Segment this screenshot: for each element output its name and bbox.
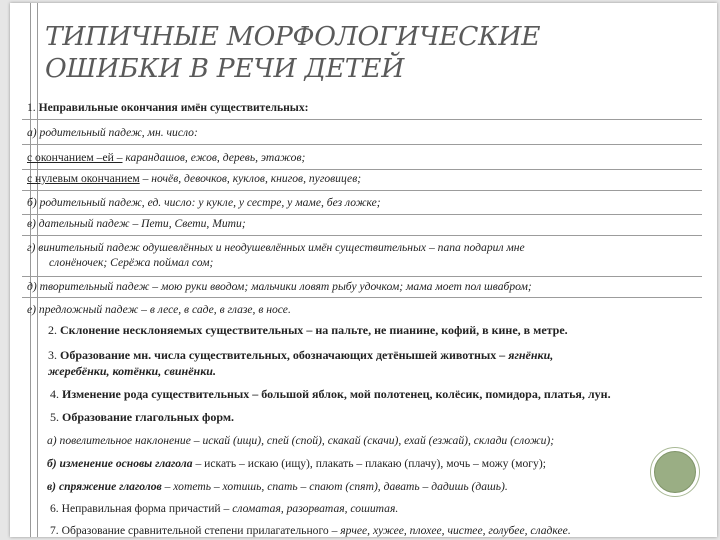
item-3-head: Образование мн. числа существительных, обозначающих детёнышей животных [60,348,497,362]
item-5c [47,479,717,494]
separator [22,276,702,277]
item-5c-examples: – хотеть – хотишь, спать – спают (спят), давать – дадишь (дашь). [161,480,508,493]
separator [22,190,702,191]
item-5-head: Образование глагольных форм. [62,410,234,424]
item-1d-label: г) винительный падеж одушевлённых и неодушевлённых имён существительных [27,241,427,254]
item-4-number: 4. [50,387,62,401]
decorative-circle [654,451,696,493]
item-7 [50,523,717,537]
item-4-examples: – большой яблок, мой полотенец, колёсик, помидора, платья, лун. [249,387,611,401]
item-7-examples: – ярчее, хужее, плохее, чистее, голубее, сладкее. [328,524,571,537]
slide-title [45,21,605,85]
item-1b-examples: у кукле, у сестре, у маме, без ложке; [195,196,381,209]
item-2-number: 2. [48,323,60,337]
item-2-examples: – на пальте, не пианине, кофий, в кине, в метре. [303,323,568,337]
item-5a [47,433,717,448]
item-7-head: Образование сравнительной степени прилагательного [61,524,329,537]
item-1e-examples: – мою руки вводом; мальчики ловят рыбу удочком; мама моет пол швабром; [149,280,532,293]
item-1d-examples-1: – папа подарил мне [426,241,525,254]
separator [22,144,702,145]
decorative-vertical-line [30,3,38,537]
item-4-head: Изменение рода существительных [62,387,250,401]
item-1-number: 1. [27,101,39,114]
item-6 [50,501,717,516]
item-1f-label: е) предложный падеж [27,303,139,316]
title-line-1: ТИПИЧНЫЕ МОРФОЛОГИЧЕСКИЕ [45,21,541,52]
item-3-examples-1: – ягнёнки, [496,348,554,362]
item-5b-examples: – искать – искаю (ищу), плакать – плакаю (плачу), мочь – можу (могу); [192,457,546,470]
item-1f-examples: – в лесе, в саде, в глазе, в носе. [138,303,291,316]
item-2-head: Склонение несклоняемых существительных [60,323,304,337]
item-5a-examples: – искай (ищи), спей (спой), скакай (скачи), ехай (езжай), склади (сложи); [190,434,555,447]
separator [22,119,702,120]
item-1a-1-prefix: с окончанием –ей – [27,151,123,164]
separator [22,169,702,170]
item-1f [27,302,707,317]
item-1d [27,240,707,270]
item-1a-2-examples: – ночёв, девочков, куклов, книгов, пуговицев; [139,172,362,185]
item-1-head: Неправильные окончания имён существительных: [38,101,309,114]
item-6-number: 6. [50,502,62,515]
item-6-examples: – сломатая, разорватая, сошитая. [220,502,399,515]
item-1d-examples-2: слонёночек; Серёжа поймал сом; [49,256,214,269]
item-1b [27,195,707,210]
item-3 [48,348,717,363]
item-3-cont [48,364,717,379]
item-1e [27,279,707,294]
item-5 [50,410,717,425]
item-1a-label: а) родительный падеж, мн. число: [27,126,198,139]
separator [22,214,702,215]
separator [22,297,702,298]
item-7-number: 7. [50,524,62,537]
item-1c-label: в) дательный падеж [27,217,130,230]
item-1-heading [27,100,707,115]
item-5b-label: б) изменение основы глагола [47,457,193,470]
item-1c [27,216,707,231]
item-4 [50,387,717,402]
item-5-number: 5. [50,410,62,424]
item-1a-2 [27,171,707,186]
title-line-2: ОШИБКИ В РЕЧИ ДЕТЕЙ [45,53,404,84]
item-3-number: 3. [48,348,60,362]
item-5a-label: а) повелительное наклонение [47,434,191,447]
item-1a [27,125,707,140]
item-1b-label: б) родительный падеж, ед. число: [27,196,196,209]
item-3-examples-2: жеребёнки, котёнки, свинёнки. [48,364,216,378]
separator [22,235,702,236]
item-1a-1 [27,150,707,165]
item-5b [47,456,717,471]
item-5c-label: в) спряжение глаголов [47,480,162,493]
item-6-head: Неправильная форма причастий [61,502,221,515]
item-1a-1-examples: карандашов, ежов, деревь, этажов; [122,151,306,164]
item-1a-2-prefix: с нулевым окончанием [27,172,140,185]
slide [10,3,717,537]
item-1e-label: д) творительный падеж [27,280,150,293]
item-2 [48,323,717,338]
item-1c-examples: – Пети, Свети, Мити; [129,217,246,230]
